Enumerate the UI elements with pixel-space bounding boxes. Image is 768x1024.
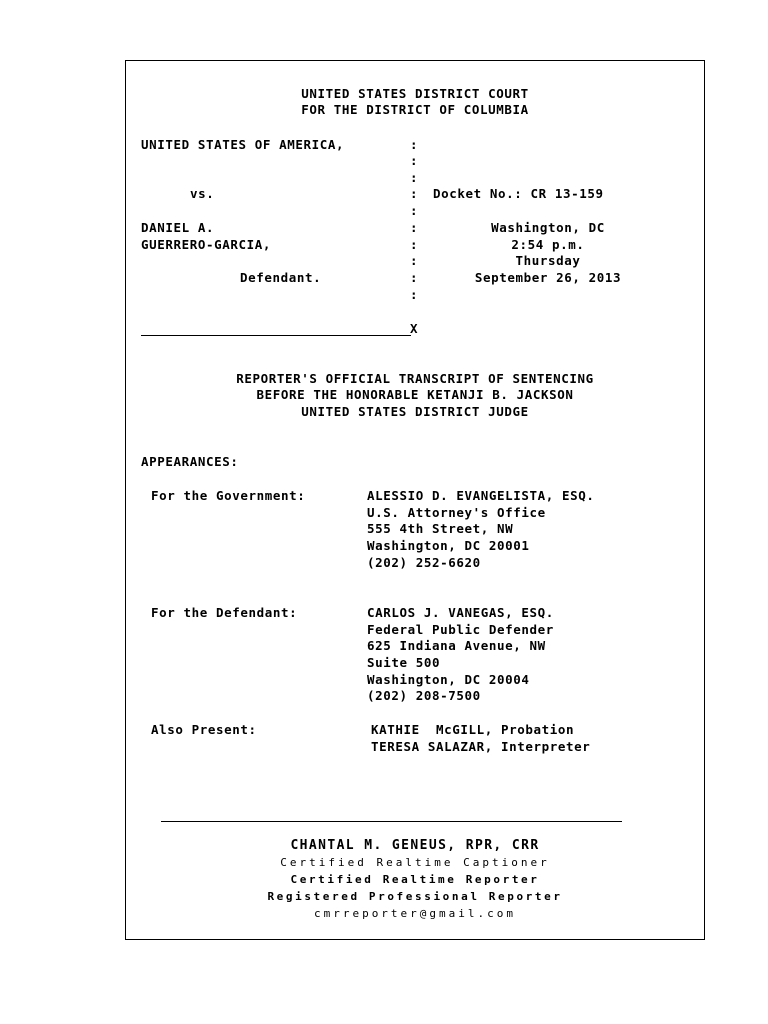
defendant-attorney: CARLOS J. VANEGAS, ESQ.	[367, 605, 554, 620]
caption-colon: :	[410, 203, 419, 218]
hearing-time: 2:54 p.m.	[511, 237, 585, 252]
court-district: FOR THE DISTRICT OF COLUMBIA	[301, 102, 529, 117]
transcript-judge: BEFORE THE HONORABLE KETANJI B. JACKSON	[256, 387, 574, 402]
government-street: 555 4th Street, NW	[367, 521, 514, 536]
reporter-credential-professional: Registered Professional Reporter	[267, 890, 563, 903]
versus-label: vs.	[190, 186, 215, 201]
footer-rule	[161, 821, 622, 822]
court-name: UNITED STATES DISTRICT COURT	[301, 86, 529, 101]
reporter-credential-realtime: Certified Realtime Reporter	[290, 873, 540, 886]
defendant-street: 625 Indiana Avenue, NW	[367, 638, 546, 653]
caption-colon: :	[410, 220, 419, 235]
reporter-name: CHANTAL M. GENEUS, RPR, CRR	[290, 838, 540, 853]
hearing-date: September 26, 2013	[474, 270, 622, 285]
defendant-name-line2: GUERRERO-GARCIA,	[141, 237, 272, 252]
defendant-suite: Suite 500	[367, 655, 441, 670]
government-city: Washington, DC 20001	[367, 538, 530, 553]
reporter-email[interactable]: cmrreporter@gmail.com	[313, 907, 517, 920]
government-label: For the Government:	[151, 488, 306, 503]
plaintiff-name: UNITED STATES OF AMERICA,	[141, 137, 345, 152]
government-phone: (202) 252-6620	[367, 555, 481, 570]
hearing-location: Washington, DC	[491, 220, 605, 235]
defendant-office: Federal Public Defender	[367, 622, 554, 637]
caption-colon: :	[410, 253, 419, 268]
caption-colon: :	[410, 287, 419, 302]
hearing-day: Thursday	[515, 253, 581, 268]
caption-colon: :	[410, 153, 419, 168]
caption-x-mark: X	[410, 321, 419, 336]
government-attorney: ALESSIO D. EVANGELISTA, ESQ.	[367, 488, 595, 503]
also-present-probation: KATHIE McGILL, Probation	[371, 722, 575, 737]
government-office: U.S. Attorney's Office	[367, 505, 546, 520]
caption-colon: :	[410, 170, 419, 185]
caption-colon: :	[410, 270, 419, 285]
also-present-label: Also Present:	[151, 722, 257, 737]
transcript-title: REPORTER'S OFFICIAL TRANSCRIPT OF SENTENCING	[236, 371, 594, 386]
reporter-credential-captioner: Certified Realtime Captioner	[280, 856, 550, 869]
defendant-city: Washington, DC 20004	[367, 672, 530, 687]
appearances-heading: APPEARANCES:	[141, 454, 239, 469]
caption-colon: :	[410, 186, 419, 201]
also-present-interpreter: TERESA SALAZAR, Interpreter	[371, 739, 591, 754]
caption-colon: :	[410, 137, 419, 152]
defendant-phone: (202) 208-7500	[367, 688, 481, 703]
defendant-name-line1: DANIEL A.	[141, 220, 215, 235]
caption-colon: :	[410, 237, 419, 252]
caption-rule	[141, 335, 411, 336]
docket-number: Docket No.: CR 13-159	[433, 186, 604, 201]
transcript-judge-title: UNITED STATES DISTRICT JUDGE	[301, 404, 529, 419]
defendant-label: Defendant.	[240, 270, 322, 285]
defendant-counsel-label: For the Defendant:	[151, 605, 298, 620]
